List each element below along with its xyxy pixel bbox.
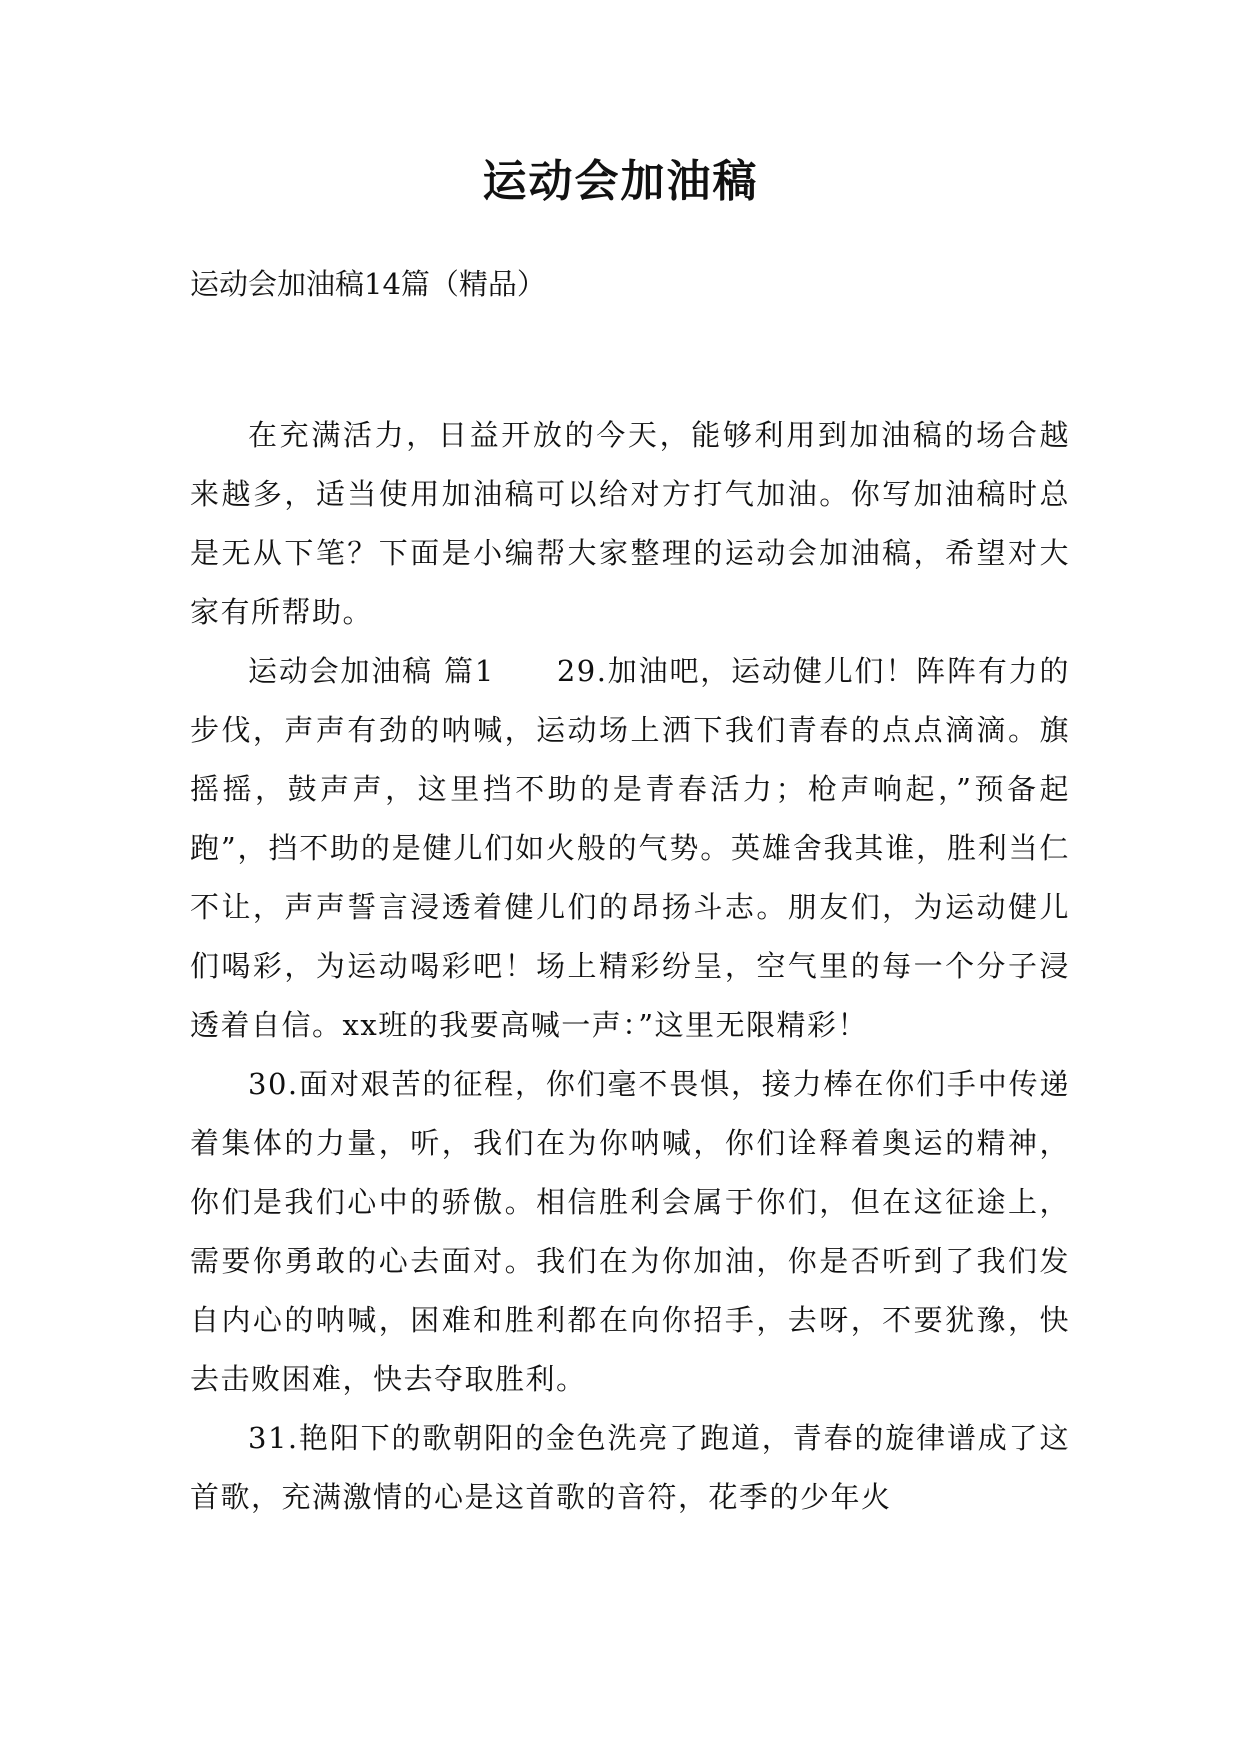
- document-title: 运动会加油稿: [482, 156, 759, 207]
- body-paragraph: 31.艳阳下的歌朝阳的金色洗亮了跑道，青春的旋律谱成了这首歌，充满激情的心是这首歌的音符，花季的少年火: [190, 1421, 1070, 1514]
- document-body: [190, 406, 1070, 1527]
- body-paragraph: 30.面对艰苦的征程，你们毫不畏惧，接力棒在你们手中传递着集体的力量，听，我们在为你呐喊，你们诠释着奥运的精神，你们是我们心中的骄傲。相信胜利会属于你们，但在这征途上，需要你勇敢的心去面对。我们在为你加油，你是否听到了我们发自内心的呐喊，困难和胜利都在向你招手，去呀，不要犹豫，快去击败困难，快去夺取胜利。: [190, 1067, 1070, 1396]
- document-subtitle: 运动会加油稿14篇（精品）: [190, 267, 546, 301]
- intro-paragraph: 在充满活力，日益开放的今天，能够利用到加油稿的场合越来越多，适当使用加油稿可以给对方打气加油。你写加油稿时总是无从下笔？下面是小编帮大家整理的运动会加油稿，希望对大家有所帮助。: [190, 418, 1070, 629]
- body-paragraph: 运动会加油稿 篇1 29.加油吧，运动健儿们！阵阵有力的步伐，声声有劲的呐喊，运动场上洒下我们青春的点点滴滴。旗摇摇，鼓声声，这里挡不助的是青春活力；枪声响起，”预备起跑”，挡不助的是健儿们如火般的气势。英雄舍我其谁，胜利当仁不让，声声誓言浸透着健儿们的昂扬斗志。朋友们，为运动健儿们喝彩，为运动喝彩吧！场上精彩纷呈，空气里的每一个分子浸透着自信。xx班的我要高喊一声：”这里无限精彩！: [190, 654, 1070, 1042]
